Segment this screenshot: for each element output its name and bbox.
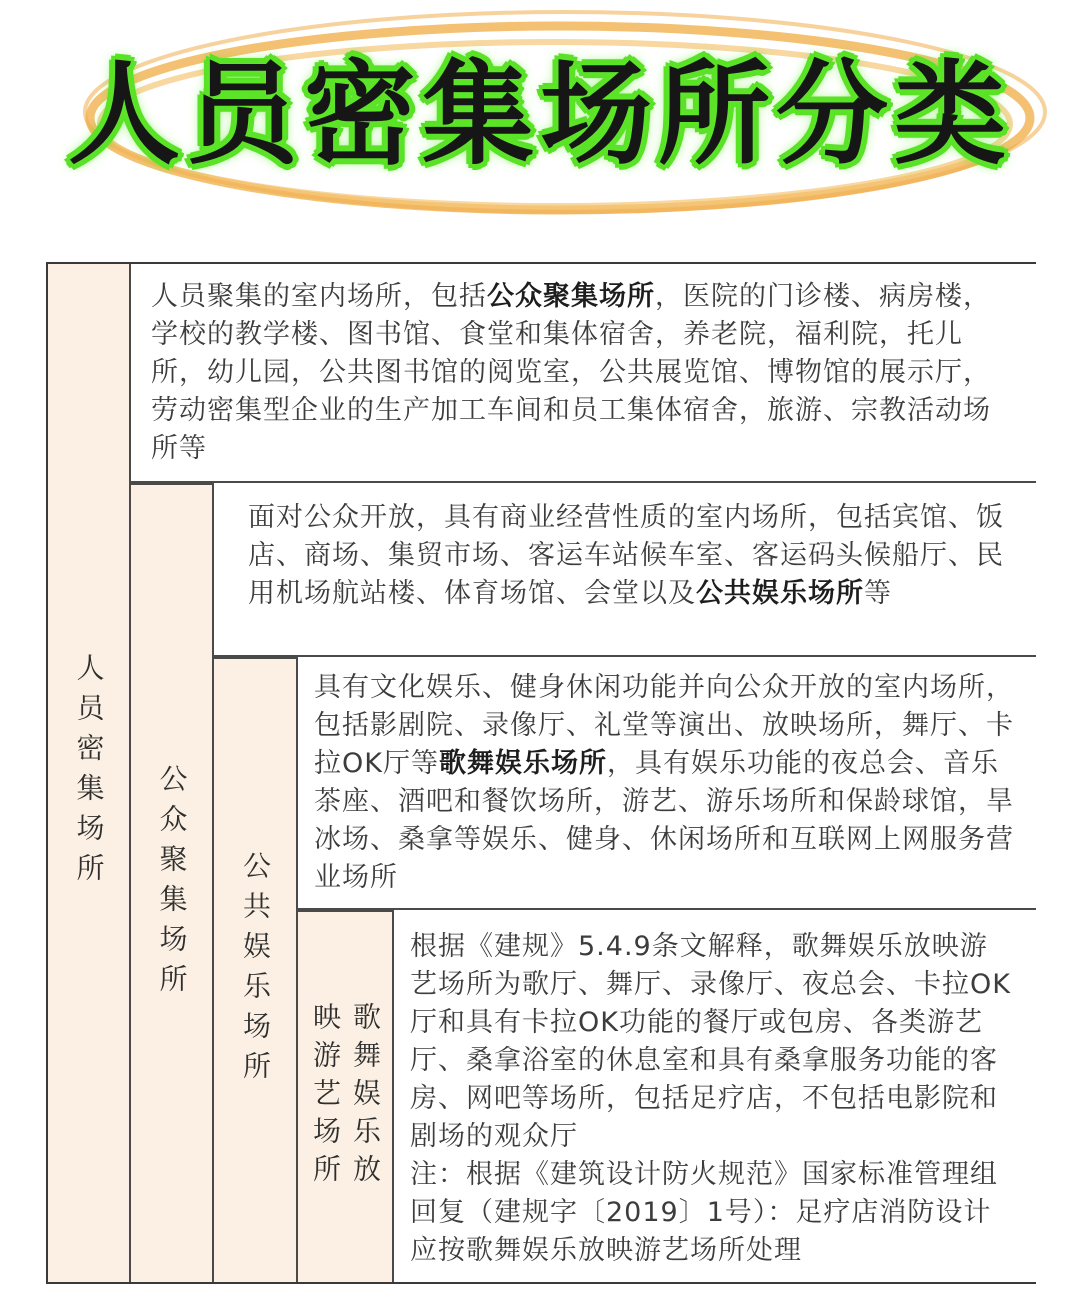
label-crowded-places: 人员密集场所 bbox=[72, 653, 106, 893]
desc-cell-4 bbox=[394, 910, 1036, 1282]
text-fragment: ，具有娱乐功能的夜总会、音乐茶座、酒吧和餐饮场所，游艺、游乐场所和保龄球馆，旱冰场、桑拿等娱乐、健身、休闲场所和互联网上网服务营业场所 bbox=[314, 748, 1014, 893]
label-col-2 bbox=[131, 483, 214, 1282]
text-fragment: 根据《建规》5.4.9条文解释，歌舞娱乐放映游艺场所为歌厅、舞厅、录像厅、夜总会、卡拉OK厅和具有卡拉OK功能的餐厅或包房、各类游艺厅、桑拿浴室的休息室和具有桑拿服务功能的客房、网吧等场所，包括足疗店，不包括电影院和剧场的观众厅 bbox=[410, 931, 1011, 1152]
text-fragment: 面对公众开放，具有商业经营性质的室内场所，包括宾馆、饭店、商场、集贸市场、客运车站候车室、客运码头候船厅、民用机场航站楼、体育场馆、会堂以及 bbox=[248, 502, 1004, 609]
label-public-gathering-places: 公众聚集场所 bbox=[155, 763, 189, 1004]
text-fragment: 人员聚集的室内场所，包括 bbox=[151, 281, 487, 312]
description-text bbox=[410, 928, 1014, 1156]
desc-cell-3 bbox=[298, 657, 1036, 910]
bold-term: 公众聚集场所 bbox=[487, 281, 655, 312]
description-text bbox=[248, 499, 1014, 613]
text-fragment: 具有文化娱乐、健身休闲功能并向公众开放的室内场所，包括影剧院、录像厅、礼堂等演出、放映场所，舞厅、卡拉OK厅等 bbox=[314, 672, 1014, 779]
label-col-4 bbox=[298, 910, 394, 1282]
bold-term: 公共娱乐场所 bbox=[696, 578, 864, 609]
label-col-1 bbox=[48, 264, 131, 1282]
desc-cell-1 bbox=[131, 264, 1036, 483]
title-banner bbox=[0, 0, 1080, 240]
desc-cell-2 bbox=[214, 483, 1036, 657]
text-fragment: ，医院的门诊楼、病房楼，学校的教学楼、图书馆、食堂和集体宿舍，养老院，福利院，托儿所，幼儿园，公共图书馆的阅览室，公共展览馆、博物馆的展示厅，劳动密集型企业的生产加工车间和员工集体宿舍，旅游、宗教活动场所等 bbox=[151, 281, 991, 464]
label-col-3 bbox=[214, 657, 298, 1282]
page-title: 人员密集场所分类 bbox=[68, 50, 1012, 180]
description-text bbox=[314, 669, 1014, 897]
label-song-dance-entertainment-places: 歌舞娱乐放映游艺场所 bbox=[309, 1002, 382, 1192]
label-public-entertainment-places: 公共娱乐场所 bbox=[239, 850, 272, 1091]
text-fragment: 等 bbox=[864, 578, 892, 609]
classification-table bbox=[46, 262, 1036, 1284]
footnote: 注：根据《建筑设计防火规范》国家标准管理组回复（建规字〔2019〕1号）：足疗店消防设计应按歌舞娱乐放映游艺场所处理 bbox=[410, 1159, 998, 1266]
bold-term: 歌舞娱乐场所 bbox=[438, 748, 607, 779]
description-text bbox=[151, 278, 1014, 468]
